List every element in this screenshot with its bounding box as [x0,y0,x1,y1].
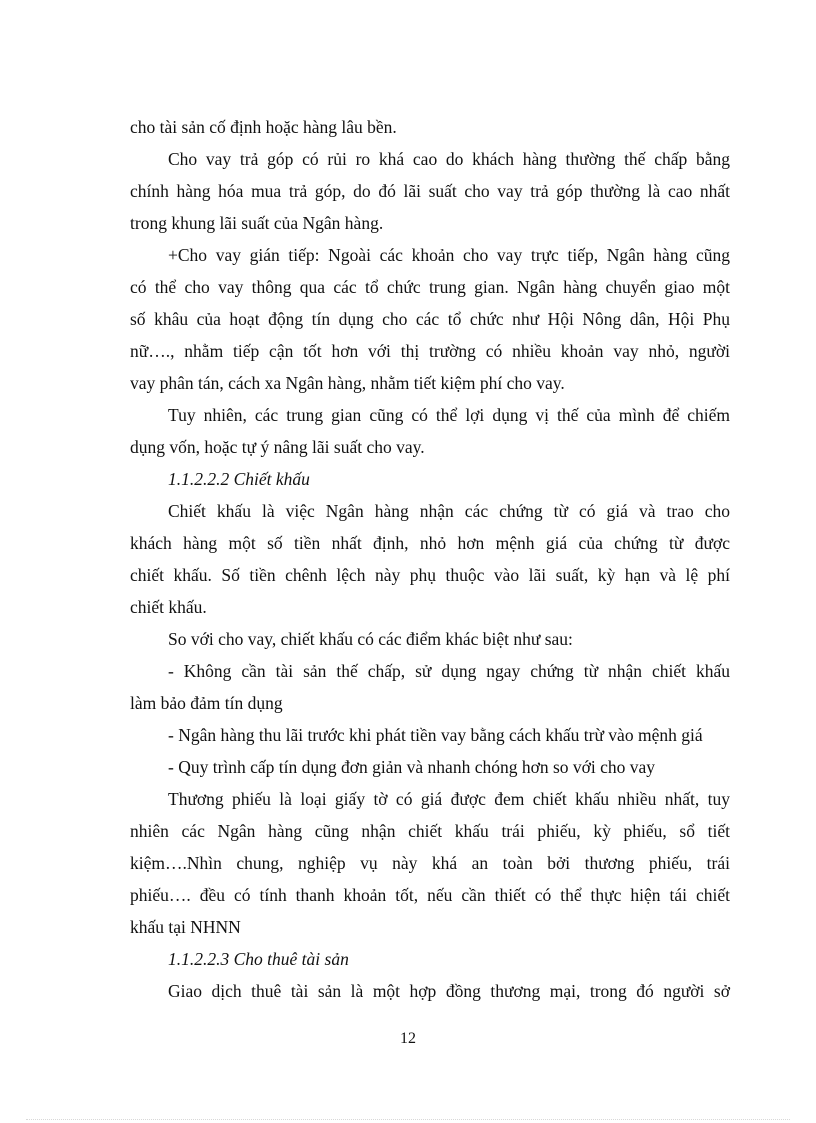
text-line: có thể cho vay thông qua các tổ chức trung gian. Ngân hàng chuyển giao một [130,277,730,297]
page-bottom-border [26,1119,790,1120]
text-line: chiết khấu. Số tiền chênh lệch này phụ thuộc vào lãi suất, kỳ hạn và lệ phí [130,565,730,585]
text-line: nhiên các Ngân hàng cũng nhận chiết khấu trái phiếu, kỳ phiếu, sổ tiết [130,821,730,841]
text-line: - Quy trình cấp tín dụng đơn giản và nhanh chóng hơn so với cho vay [168,757,656,777]
text-line: chính hàng hóa mua trả góp, do đó lãi suất cho vay trả góp thường là cao nhất [130,181,730,201]
section-heading-cho-thue-tai-san: 1.1.2.2.3 Cho thuê tài sản [168,949,349,969]
text-line: số khâu của hoạt động tín dụng cho các tổ chức như Hội Nông dân, Hội Phụ [130,309,730,329]
text-line: phiếu…. đều có tính thanh khoản tốt, nếu cần thiết có thể thực hiện tái chiết [130,885,730,905]
text-line: cho tài sản cố định hoặc hàng lâu bền. [130,117,397,137]
text-line: Cho vay trả góp có rủi ro khá cao do khách hàng thường thế chấp bằng [168,149,730,169]
text-line: khấu tại NHNN [130,917,241,937]
text-line: làm bảo đảm tín dụng [130,693,283,713]
text-line: nữ…., nhằm tiếp cận tốt hơn với thị trường có nhiều khoản vay nhỏ, người [130,341,730,361]
text-line: Tuy nhiên, các trung gian cũng có thể lợi dụng vị thế của mình để chiếm [168,405,730,425]
text-line: +Cho vay gián tiếp: Ngoài các khoản cho vay trực tiếp, Ngân hàng cũng [168,245,730,265]
text-line: chiết khấu. [130,597,207,617]
text-line: vay phân tán, cách xa Ngân hàng, nhằm tiết kiệm phí cho vay. [130,373,565,393]
text-line: khách hàng một số tiền nhất định, nhỏ hơn mệnh giá của chứng từ được [130,533,730,553]
text-line: So với cho vay, chiết khấu có các điểm khác biệt như sau: [168,629,573,649]
text-line: kiệm….Nhìn chung, nghiệp vụ này khá an toàn bởi thương phiếu, trái [130,853,730,873]
page-number: 12 [400,1030,416,1047]
text-line: trong khung lãi suất của Ngân hàng. [130,213,384,233]
text-line: Giao dịch thuê tài sản là một hợp đồng thương mại, trong đó người sở [168,981,730,1001]
text-line: Chiết khấu là việc Ngân hàng nhận các chứng từ có giá và trao cho [168,501,730,521]
text-line: - Không cần tài sản thế chấp, sử dụng ngay chứng từ nhận chiết khấu [168,661,730,681]
text-line: dụng vốn, hoặc tự ý nâng lãi suất cho vay. [130,437,425,457]
section-heading-chiet-khau: 1.1.2.2.2 Chiết khấu [168,469,310,489]
text-line: Thương phiếu là loại giấy tờ có giá được đem chiết khấu nhiều nhất, tuy [168,789,730,809]
text-line: - Ngân hàng thu lãi trước khi phát tiền vay bằng cách khấu trừ vào mệnh giá [168,725,703,745]
body-text [130,111,730,1007]
